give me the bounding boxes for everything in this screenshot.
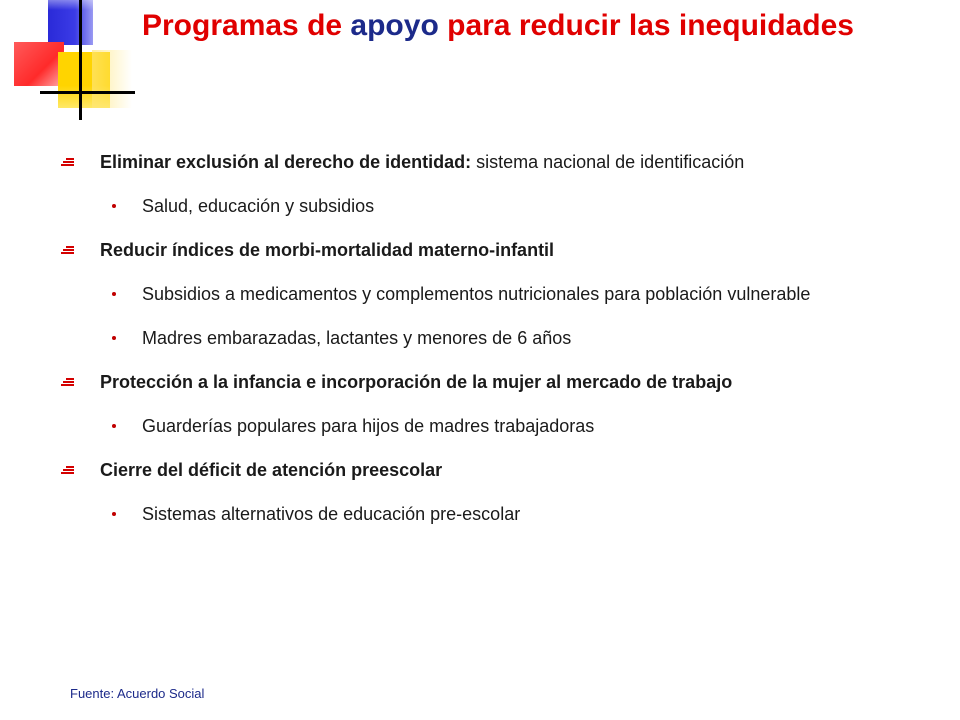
source-note: Fuente: Acuerdo Social: [70, 686, 205, 701]
stacked-lines-bullet-icon: [60, 246, 74, 256]
main-bullet-4: [60, 452, 920, 488]
gradient-fade-decoration: [92, 50, 132, 108]
title-accent-word: apoyo: [350, 9, 439, 42]
main-bullet-1: [60, 144, 920, 180]
stacked-lines-bullet-icon: [60, 466, 74, 476]
dot-bullet-icon: [112, 512, 116, 516]
dot-bullet-icon: [112, 424, 116, 428]
horizontal-line-decoration: [40, 91, 135, 94]
sub-bullet-text: Sistemas alternativos de educación pre-escolar: [142, 504, 521, 524]
sub-bullet-text: Subsidios a medicamentos y complementos nutricionales para población vulnerable: [142, 284, 811, 304]
stacked-lines-bullet-icon: [60, 378, 74, 388]
sub-bullet-2-1: [60, 276, 920, 312]
dot-bullet-icon: [112, 292, 116, 296]
title-part-1: Programas de: [142, 9, 351, 42]
highlight-fade-decoration: [48, 0, 93, 10]
sub-bullet-3-1: [60, 408, 920, 444]
main-bullet-1-heading: Eliminar exclusión al derecho de identidad:: [100, 152, 472, 172]
main-bullet-1-text: sistema nacional de identificación: [471, 152, 745, 172]
bullet-list: [60, 144, 920, 532]
main-bullet-2-heading: Reducir índices de morbi-mortalidad materno-infantil: [100, 240, 555, 260]
slide-logo-decoration: [0, 0, 135, 125]
title-part-3: para reducir las inequidades: [438, 9, 854, 42]
sub-bullet-2-2: [60, 320, 920, 356]
main-bullet-4-heading: Cierre del déficit de atención preescolar: [100, 460, 443, 480]
dot-bullet-icon: [112, 336, 116, 340]
stacked-lines-bullet-icon: [60, 158, 74, 168]
main-bullet-2: [60, 232, 920, 268]
sub-bullet-1-1: [60, 188, 920, 224]
red-square-decoration: [14, 42, 64, 86]
sub-bullet-4-1: [60, 496, 920, 532]
main-bullet-3: [60, 364, 920, 400]
sub-bullet-text: Madres embarazadas, lactantes y menores de 6 años: [142, 328, 572, 348]
sub-bullet-text: Salud, educación y subsidios: [142, 196, 375, 216]
dot-bullet-icon: [112, 204, 116, 208]
main-bullet-3-heading: Protección a la infancia e incorporación de la mujer al mercado de trabajo: [100, 372, 733, 392]
slide-title: [142, 8, 922, 44]
vertical-line-decoration: [79, 0, 82, 120]
sub-bullet-text: Guarderías populares para hijos de madres trabajadoras: [142, 416, 595, 436]
